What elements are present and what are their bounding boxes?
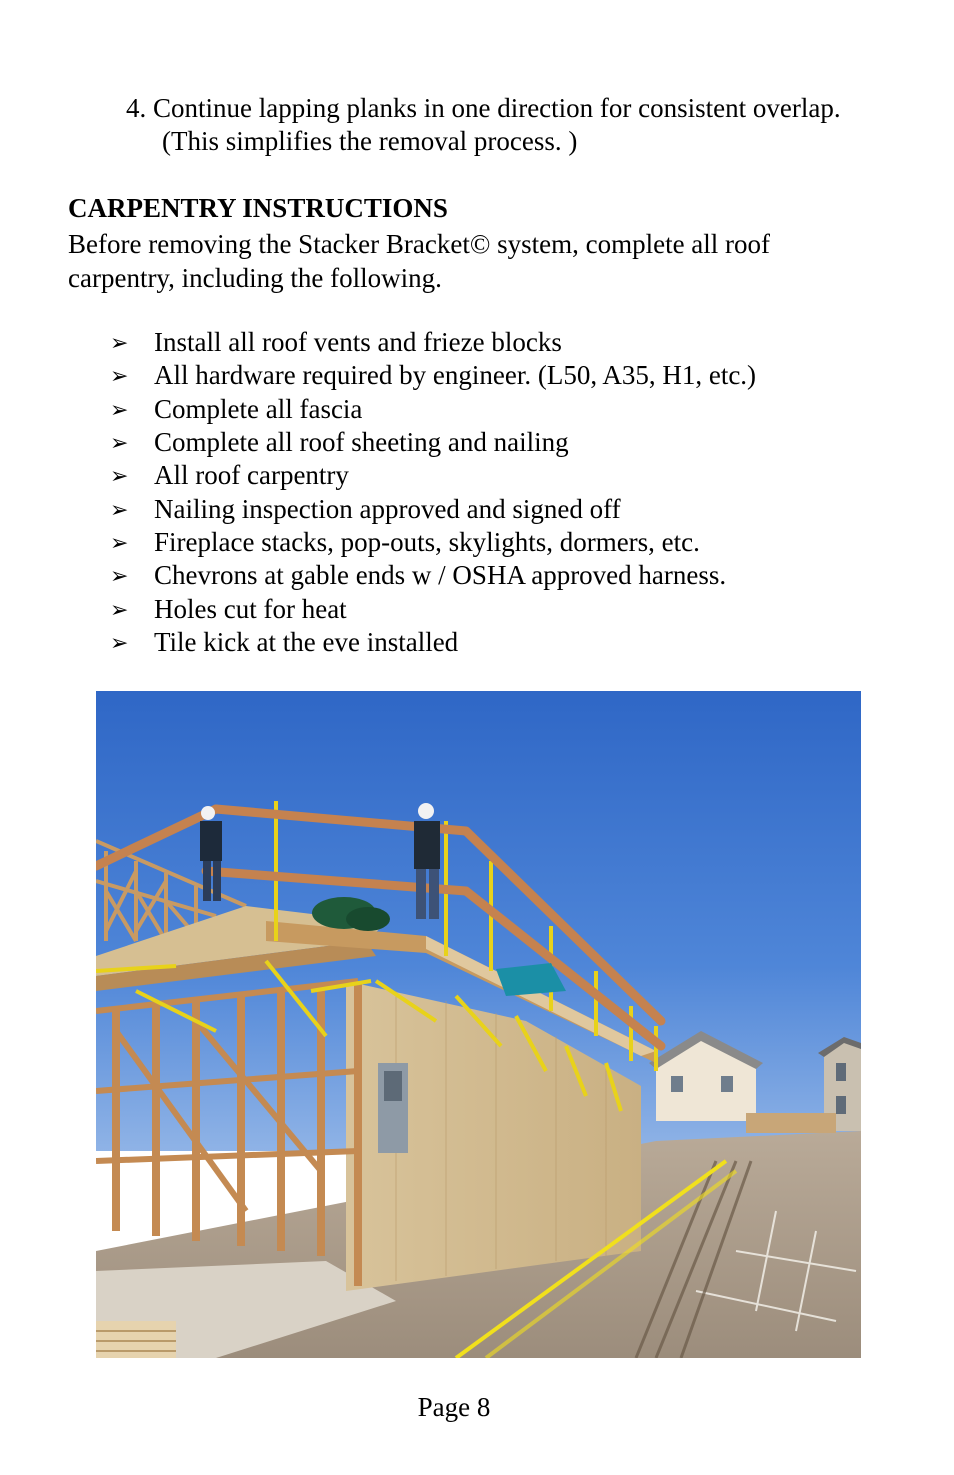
list-item	[110, 459, 756, 492]
arrow-bullet-icon: ➢	[110, 396, 129, 422]
list-item-text: Complete all roof sheeting and nailing	[154, 427, 569, 458]
list-item	[110, 359, 756, 392]
arrow-bullet-icon: ➢	[110, 496, 129, 522]
list-item	[110, 326, 756, 359]
arrow-bullet-icon: ➢	[110, 330, 129, 356]
construction-photo	[96, 691, 861, 1358]
list-item	[110, 592, 756, 625]
step-4-note: (This simplifies the removal process. )	[162, 126, 578, 156]
list-item-text: Install all roof vents and frieze blocks	[154, 327, 562, 358]
arrow-bullet-icon: ➢	[110, 563, 129, 589]
list-item	[110, 559, 756, 592]
construction-site-illustration	[96, 691, 861, 1358]
page-number: Page 8	[417, 1392, 491, 1422]
arrow-bullet-icon: ➢	[110, 430, 129, 456]
carpentry-checklist	[110, 326, 756, 659]
list-item	[110, 626, 756, 659]
section-intro: Before removing the Stacker Bracket© system, complete all roof carpentry, including the following.	[68, 229, 771, 293]
section-heading: CARPENTRY INSTRUCTIONS	[68, 193, 448, 223]
arrow-bullet-icon: ➢	[110, 363, 129, 389]
list-item-text: All roof carpentry	[154, 460, 349, 491]
list-item	[110, 492, 756, 525]
step-4-text: 4. Continue lapping planks in one direction for consistent overlap.	[126, 93, 841, 123]
list-item	[110, 393, 756, 426]
instruction-step-4	[126, 92, 841, 158]
list-item	[110, 426, 756, 459]
list-item-text: Nailing inspection approved and signed off	[154, 493, 621, 524]
list-item	[110, 526, 756, 559]
list-item-text: Holes cut for heat	[154, 593, 347, 624]
arrow-bullet-icon: ➢	[110, 463, 129, 489]
list-item-text: All hardware required by engineer. (L50, A35, H1, etc.)	[154, 360, 757, 391]
list-item-text: Tile kick at the eve installed	[154, 626, 459, 657]
arrow-bullet-icon: ➢	[110, 596, 129, 622]
arrow-bullet-icon: ➢	[110, 629, 129, 655]
list-item-text: Chevrons at gable ends w / OSHA approved harness.	[154, 560, 727, 591]
list-item-text: Fireplace stacks, pop-outs, skylights, dormers, etc.	[154, 526, 700, 557]
list-item-text: Complete all fascia	[154, 393, 363, 424]
arrow-bullet-icon: ➢	[110, 529, 129, 555]
